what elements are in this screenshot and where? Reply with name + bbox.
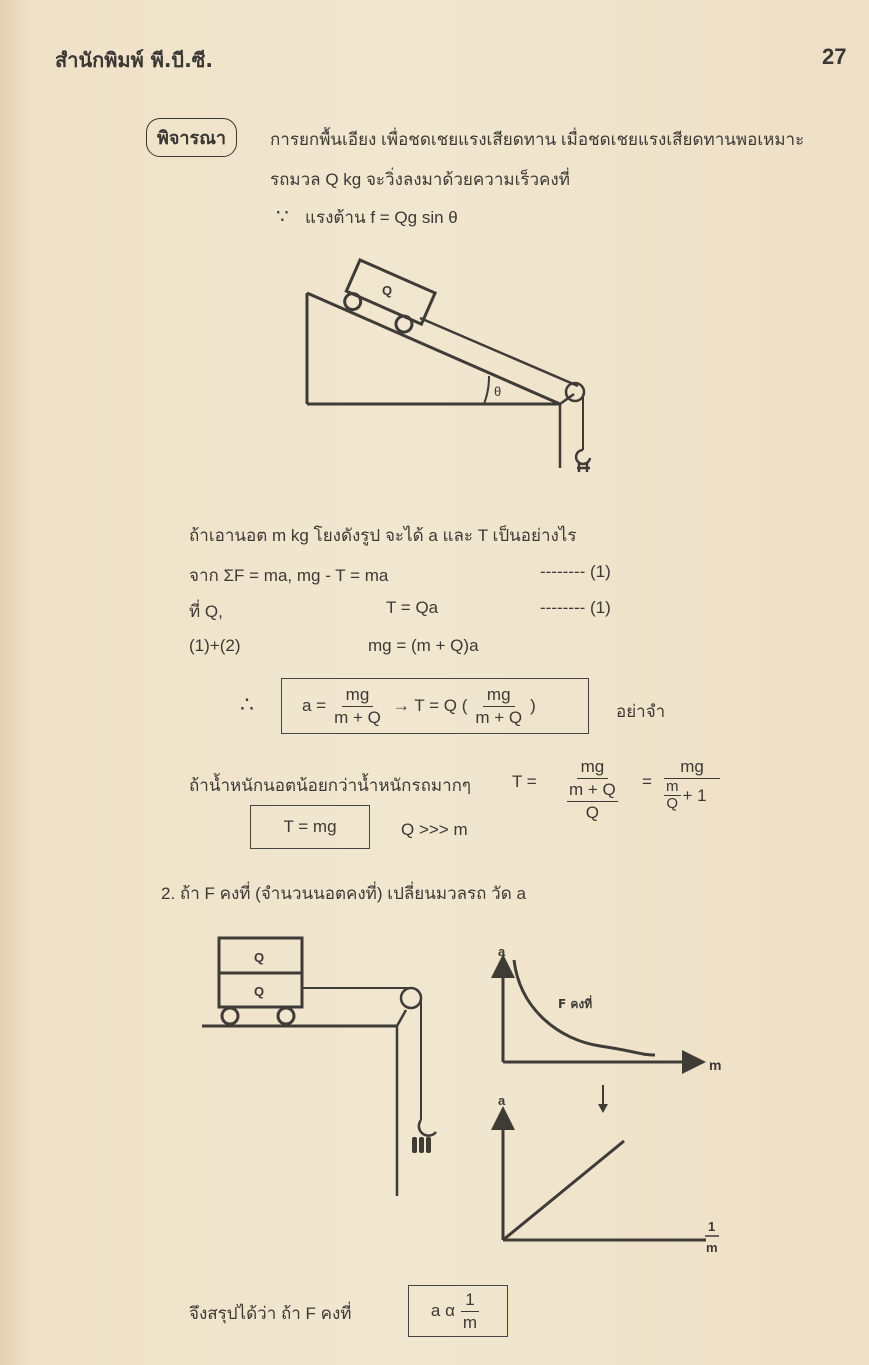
condition-q-much-greater-m: Q >>> m <box>401 820 468 839</box>
therefore-symbol: ∴ <box>240 692 254 717</box>
boxed-t-equals-mg: T = mg <box>250 805 370 849</box>
cart-bottom-label: Q <box>254 984 265 999</box>
conclusion-formula-box <box>408 1285 508 1337</box>
a-equals: a = <box>302 696 327 715</box>
publisher-name: สำนักพิมพ์ พี.บี.ซี. <box>55 48 213 72</box>
consider-line-2: รถมวล Q kg จะวิ่งลงมาด้วยความเร็วคงที่ <box>270 170 570 189</box>
equation-2-tag: -------- (1) <box>540 598 611 617</box>
consider-line-3: แรงต้าน f = Qg sin θ <box>305 208 458 227</box>
equation-2: T = Qa <box>386 598 439 617</box>
graph1-y-label: a <box>498 944 506 959</box>
t-equals: T = <box>512 772 537 791</box>
svg-text:1: 1 <box>708 1219 716 1234</box>
cart-label: Q <box>382 283 393 298</box>
consider-badge: พิจารณา <box>146 118 237 157</box>
close-paren: ) <box>530 696 536 715</box>
fraction-one-over-m: $\frac{1}{m}$ <box>462 1289 478 1332</box>
equation-3: mg = (m + Q)a <box>368 636 479 655</box>
arrow-t-equals: → T = Q ( <box>392 696 468 715</box>
approx-text: ถ้าน้ำหนักนอตน้อยกว่าน้ำหนักรถมากๆ <box>189 776 472 795</box>
equation-1-tag: -------- (1) <box>540 562 611 581</box>
fraction-mg-over-m-plus-q: $\frac{mg}{m + Q}$ <box>334 684 381 727</box>
angle-label: θ <box>494 384 502 399</box>
conclusion-text: จึงสรุปได้ว่า ถ้า F คงที่ <box>189 1304 352 1323</box>
section-2-heading: 2. ถ้า F คงที่ (จำนวนนอตคงที่) เปลี่ยนมวลรถ วัด a <box>161 884 526 903</box>
consider-line-1: การยกพื้นเอียง เพื่อชดเชยแรงเสียดทาน เมื่อชดเชยแรงเสียดทานพอเหมาะ <box>270 130 805 149</box>
graph1-annotation: F คงที่ <box>558 997 593 1011</box>
equation-1: จาก ΣF = ma, mg - T = ma <box>189 566 389 585</box>
graph1-x-label: m <box>709 1057 722 1073</box>
because-symbol: ∵ <box>276 206 289 228</box>
equation-2-label: ที่ Q, <box>189 602 223 621</box>
equals-sign: = <box>642 772 652 791</box>
note-dont-memorize: อย่าจำ <box>616 702 666 721</box>
page-number: 27 <box>822 44 847 69</box>
fraction-compound-1: mg m + Q Q <box>569 757 616 822</box>
svg-text:m: m <box>706 1240 718 1255</box>
cart-top-label: Q <box>254 950 265 965</box>
fraction-mg-over-m-plus-q-2: $\frac{mg}{m + Q}$ <box>475 684 523 727</box>
graph2-y-label: a <box>498 1093 506 1108</box>
a-alpha: a α <box>430 1301 455 1320</box>
equation-3-label: (1)+(2) <box>189 636 241 655</box>
fraction-compound-2: mg m Q + 1 <box>664 756 720 812</box>
derivation-question: ถ้าเอานอต m kg โยงดังรูป จะได้ a และ T เป็นอย่างไร <box>189 526 577 545</box>
